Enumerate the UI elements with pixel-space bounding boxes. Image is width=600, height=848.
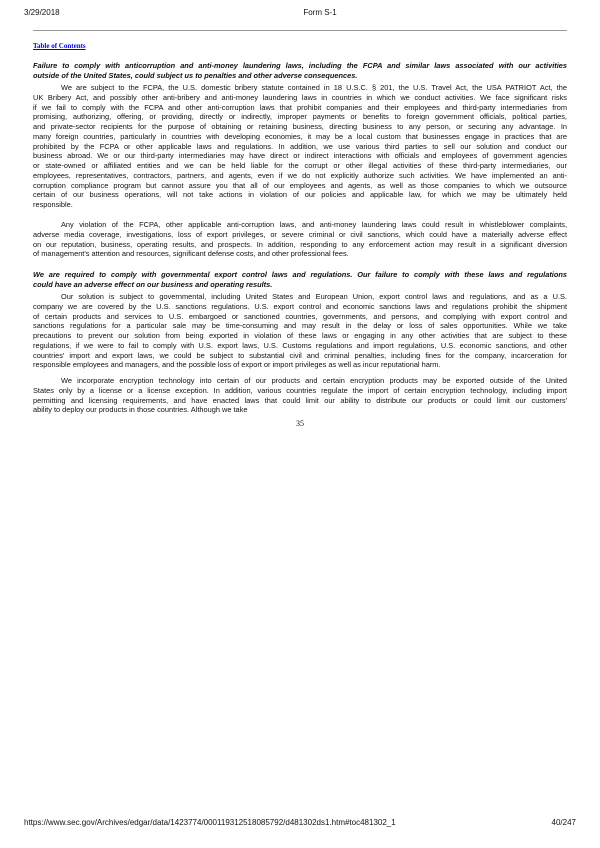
text-line: Any violation of the FCPA, other applicable anti-corruption laws, and anti-money laundering laws could result in whistleblower complaints, xyxy=(61,220,567,229)
text-line: responsible. xyxy=(33,200,73,209)
text-line: business abroad. We or our third-party intermediaries may have direct or indirect interactions with officials and employees of government agencies xyxy=(33,151,567,161)
text-line: of certain products and services to U.S. embargoed or sanctioned countries, governments, and persons, and complying with export control and xyxy=(33,311,567,321)
page-number: 35 xyxy=(296,419,304,428)
text-line: ability to deploy our products in those countries. Although we take xyxy=(33,405,248,415)
heading-export-control xyxy=(33,270,567,290)
text-line: on our reputation, business, operating results, and prospects. In addition, responding to any enforcement action may result in a significant diversion xyxy=(33,239,567,249)
text-line: We are required to comply with governmental export control laws and regulations. Our failure to comply with these laws and regulations xyxy=(33,270,567,279)
text-line: of management's attention and resources, significant defense costs, and other professional fees. xyxy=(33,249,349,259)
heading-anticorruption xyxy=(33,61,567,81)
text-line: promising, authorizing, offering, or providing, directly or indirectly, improper payments or benefits to foreign government officials, political parties, xyxy=(33,112,567,122)
text-line: We are subject to the FCPA, the U.S. domestic bribery statute contained in 18 U.S.C. § 201, the U.S. Travel Act, the USA PATRIOT Act, the xyxy=(61,83,567,92)
text-line: Failure to comply with anticorruption and anti-money laundering laws, including the FCPA and similar laws associated with our activities xyxy=(33,61,567,70)
paragraph-encryption xyxy=(33,376,567,415)
text-line: States only by a license or a license exception. In addition, various countries regulate the import of certain encryption technology, including import xyxy=(33,385,567,395)
table-of-contents-link[interactable]: Table of Contents xyxy=(33,42,86,50)
text-line: outside of the United States, could subject us to penalties and other adverse consequences. xyxy=(33,70,358,80)
paragraph-violation xyxy=(33,220,567,259)
text-line: sanctions regulations for a particular sale may be time-consuming and may result in the delay or loss of sales opportunities. While we take xyxy=(33,321,567,331)
text-line: responsible employees and managers, and the possible loss of export or import privileges as well as incur reputational harm. xyxy=(33,360,441,370)
text-line: many foreign countries, particularly in countries with developing economies, it may be a local custom that businesses engage in practices that are xyxy=(33,131,567,141)
header-title: Form S-1 xyxy=(303,8,337,17)
paragraph-export xyxy=(33,292,567,370)
text-line: countries' import and export laws, we could be subject to substantial civil and criminal penalties, including fines for the company, incarceration for xyxy=(33,350,567,360)
text-line: UK Bribery Act, and possibly other anti-bribery and anti-money laundering laws in countries in which we conduct activities. We face significant risks xyxy=(33,92,567,102)
header-date: 3/29/2018 xyxy=(24,8,60,17)
text-line: precautions to prevent our solution from being exported in violation of these laws or engaging in any other activities that are subject to these xyxy=(33,331,567,340)
text-line: We incorporate encryption technology into certain of our products and certain encryption products may be exported outside of the United xyxy=(61,376,567,385)
paragraph-fcpa xyxy=(33,83,567,210)
text-line: Our solution is subject to governmental, including United States and European Union, export control laws and regulations, and as a U.S. xyxy=(61,292,567,301)
text-line: company we are covered by the U.S. sanctions regulations. U.S. export control and economic sanctions laws and regulations prohibit the shipment xyxy=(33,301,567,311)
text-line: or state-owned or affiliated entities and we can be held liable for the corrupt or other illegal activities of these third-party intermediaries, our xyxy=(33,161,567,170)
text-line: corruption compliance program but cannot assure you that all of our employees and agents, as well as those companies to which we outsource xyxy=(33,180,567,190)
text-line: employees, representatives, contractors, partners, and agents, even if we do not explicitly authorize such activities. We have implemented an anti- xyxy=(33,170,567,180)
text-line: permitting and licensing requirements, and have enacted laws that could limit our ability to distribute our products or could limit our customers' xyxy=(33,395,567,405)
text-line: regulations, if we were to fail to comply with U.S. export laws, U.S. Customs regulations and import regulations, U.S. economic sanctions, and other xyxy=(33,340,567,350)
text-line: if we fail to comply with the FCPA and other anti-corruption laws that prohibit companies and their employees and third-party intermediaries from xyxy=(33,102,567,112)
text-line: certain of our business operations, will not take actions in violation of our policies and applicable law, for which we may be ultimately held xyxy=(33,190,567,200)
text-line: prohibited by the FCPA or other applicable laws and regulations. In addition, we use various third parties to sell our solution and conduct our xyxy=(33,141,567,151)
text-line: adverse media coverage, investigations, loss of export privileges, or severe criminal or civil sanctions, which could have a materially adverse effect xyxy=(33,229,567,239)
text-line: could have an adverse effect on our business and operating results. xyxy=(33,279,273,289)
footer-page-count: 40/247 xyxy=(551,818,576,827)
header-divider xyxy=(33,30,567,31)
text-line: and private-sector recipients for the purpose of obtaining or retaining business, directing business to any person, or securing any advantage. In xyxy=(33,122,567,131)
footer-url: https://www.sec.gov/Archives/edgar/data/1423774/000119312518085792/d481302ds1.htm#toc481302_1 xyxy=(24,818,396,827)
